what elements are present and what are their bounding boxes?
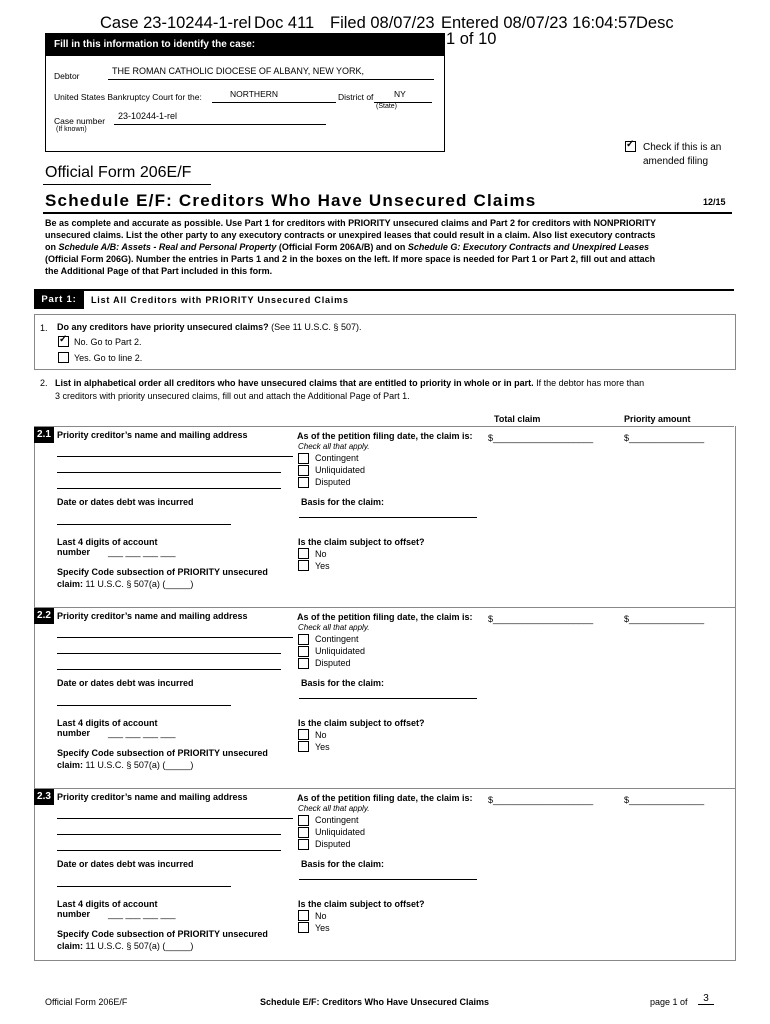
creditor-address-line[interactable]: [57, 488, 281, 489]
last4-digits-field[interactable]: ___ ___ ___ ___: [108, 909, 176, 919]
case-identification-box: [45, 33, 445, 152]
total-claim-field[interactable]: $____________________: [488, 433, 594, 443]
form-title: Official Form 206E/F: [45, 164, 192, 181]
date-incurred-line[interactable]: [57, 705, 231, 706]
priority-amount-field[interactable]: $_______________: [624, 433, 705, 443]
contingent-label: Contingent: [315, 634, 359, 644]
creditor-name-label: Priority creditor’s name and mailing address: [57, 430, 248, 440]
creditor-address-line[interactable]: [57, 456, 293, 457]
creditor-name-label: Priority creditor’s name and mailing address: [57, 611, 248, 621]
form-title-underline: [43, 184, 211, 185]
entry-top-rule: [34, 788, 734, 789]
q1-yes-checkbox[interactable]: [58, 352, 69, 363]
creditor-address-line[interactable]: [57, 818, 293, 819]
offset-label: Is the claim subject to offset?: [298, 899, 425, 909]
contingent-checkbox[interactable]: [298, 815, 309, 826]
stamp-desc: Desc: [636, 14, 674, 32]
date-incurred-label: Date or dates debt was incurred: [57, 859, 194, 869]
code-subsection-field[interactable]: claim: 11 U.S.C. § 507(a) (_____): [57, 760, 194, 770]
if-known-label: (If known): [56, 126, 87, 133]
contingent-checkbox[interactable]: [298, 453, 309, 464]
priority-amount-header: Priority amount: [624, 414, 691, 424]
basis-line[interactable]: [299, 698, 477, 699]
creditor-address-line[interactable]: [57, 472, 281, 473]
contingent-checkbox[interactable]: [298, 634, 309, 645]
intro-line3: on Schedule A/B: Assets - Real and Personal Property (Official Form 206A/B) and on Schedule G: Executory Contracts and Unexpired Leases: [45, 242, 649, 252]
schedule-title: Schedule E/F: Creditors Who Have Unsecured Claims: [45, 191, 537, 210]
footer-schedule-title: Schedule E/F: Creditors Who Have Unsecured Claims: [260, 997, 490, 1007]
entry-number: 2.2: [34, 608, 54, 624]
total-claim-field[interactable]: $____________________: [488, 795, 594, 805]
form-date: 12/15: [703, 197, 726, 207]
creditor-entry: [34, 426, 736, 608]
creditor-address-line[interactable]: [57, 669, 281, 670]
creditor-address-line[interactable]: [57, 850, 281, 851]
contingent-label: Contingent: [315, 453, 359, 463]
q1-number: 1.: [40, 323, 48, 333]
date-incurred-line[interactable]: [57, 524, 231, 525]
case-number-label: Case number: [54, 116, 106, 126]
debtor-name[interactable]: THE ROMAN CATHOLIC DIOCESE OF ALBANY, NEW YORK,: [112, 66, 365, 76]
last4-label: Last 4 digits of account: [57, 537, 158, 547]
offset-yes-label: Yes: [315, 561, 330, 571]
debtor-label: Debtor: [54, 71, 80, 81]
disputed-checkbox[interactable]: [298, 658, 309, 669]
total-claim-header: Total claim: [494, 414, 541, 424]
basis-label: Basis for the claim:: [301, 497, 385, 507]
intro-line4: (Official Form 206G). Number the entries in Parts 1 and 2 in the boxes on the left. If more space is needed for Part 1 or Part 2, fill out and attach: [45, 254, 656, 264]
part1-label: Part 1:: [34, 291, 84, 309]
last4-label-2: number: [57, 728, 91, 738]
q1-yes-label: Yes. Go to line 2.: [74, 353, 143, 363]
offset-yes-label: Yes: [315, 923, 330, 933]
stamp-doc: Doc 411: [254, 14, 315, 32]
basis-line[interactable]: [299, 517, 477, 518]
last4-digits-field[interactable]: ___ ___ ___ ___: [108, 547, 176, 557]
state-value[interactable]: NY: [394, 89, 406, 99]
total-claim-field[interactable]: $____________________: [488, 614, 594, 624]
state-label: (State): [376, 103, 398, 110]
code-subsection-field[interactable]: claim: 11 U.S.C. § 507(a) (_____): [57, 579, 194, 589]
offset-label: Is the claim subject to offset?: [298, 718, 425, 728]
title-rule: [43, 212, 732, 214]
basis-label: Basis for the claim:: [301, 678, 385, 688]
q1-no-checkbox[interactable]: [58, 336, 69, 347]
offset-label: Is the claim subject to offset?: [298, 537, 425, 547]
last4-label: Last 4 digits of account: [57, 718, 158, 728]
last4-label-2: number: [57, 909, 91, 919]
debtor-line: [108, 79, 434, 80]
unliquidated-label: Unliquidated: [315, 646, 366, 656]
q1-no-label: No. Go to Part 2.: [74, 337, 142, 347]
q2-text-line2: 3 creditors with priority unsecured claims, fill out and attach the Additional Page of Part 1.: [55, 391, 410, 401]
unliquidated-label: Unliquidated: [315, 465, 366, 475]
footer-page-total: 3: [698, 993, 714, 1005]
last4-label-2: number: [57, 547, 91, 557]
as-of-label: As of the petition filing date, the claim is:: [297, 431, 473, 441]
amended-line1: Check if this is an: [643, 142, 722, 153]
case-number-line: [114, 124, 326, 125]
entry-top-rule: [34, 607, 734, 608]
unliquidated-checkbox[interactable]: [298, 827, 309, 838]
offset-no-label: No: [315, 730, 327, 740]
unliquidated-checkbox[interactable]: [298, 646, 309, 657]
check-all-label: Check all that apply.: [298, 623, 370, 632]
offset-yes-checkbox[interactable]: [298, 741, 309, 752]
creditor-address-line[interactable]: [57, 637, 293, 638]
offset-no-checkbox[interactable]: [298, 729, 309, 740]
date-incurred-line[interactable]: [57, 886, 231, 887]
entry-number: 2.1: [34, 427, 54, 443]
date-incurred-label: Date or dates debt was incurred: [57, 678, 194, 688]
case-number-value[interactable]: 23-10244-1-rel: [118, 111, 178, 121]
q2-text: List in alphabetical order all creditors who have unsecured claims that are entitled to priority in whole or in part. If the debtor has more than: [55, 378, 645, 388]
code-subsection-label: Specify Code subsection of PRIORITY unsecured: [57, 748, 268, 758]
basis-line[interactable]: [299, 879, 477, 880]
amended-filing-checkbox[interactable]: [625, 141, 636, 152]
footer-page-label: page 1 of: [650, 997, 688, 1007]
intro-line5: the Additional Page of that Part included in this form.: [45, 266, 273, 276]
offset-yes-checkbox[interactable]: [298, 922, 309, 933]
district-value[interactable]: NORTHERN: [230, 89, 279, 99]
amended-line2: amended filing: [643, 156, 709, 167]
disputed-label: Disputed: [315, 658, 351, 668]
disputed-label: Disputed: [315, 839, 351, 849]
unliquidated-checkbox[interactable]: [298, 465, 309, 476]
offset-no-checkbox[interactable]: [298, 910, 309, 921]
as-of-label: As of the petition filing date, the claim is:: [297, 793, 473, 803]
disputed-label: Disputed: [315, 477, 351, 487]
last4-digits-field[interactable]: ___ ___ ___ ___: [108, 728, 176, 738]
entry-top-rule: [34, 426, 734, 427]
code-subsection-label: Specify Code subsection of PRIORITY unsecured: [57, 567, 268, 577]
footer-form-name: Official Form 206E/F: [45, 997, 128, 1007]
intro-line1: Be as complete and accurate as possible. Use Part 1 for creditors with PRIORITY unsecured claims and Part 2 for creditors with NONPRIORITY: [45, 218, 657, 228]
offset-no-checkbox[interactable]: [298, 548, 309, 559]
code-subsection-label: Specify Code subsection of PRIORITY unsecured: [57, 929, 268, 939]
intro-line2: unsecured claims. List the other party to any executory contracts or unexpired leases that could result in a claim. Also list executory contracts: [45, 230, 656, 240]
stamp-page: 1 of 10: [446, 30, 497, 48]
unliquidated-label: Unliquidated: [315, 827, 366, 837]
last4-label: Last 4 digits of account: [57, 899, 158, 909]
priority-amount-field[interactable]: $_______________: [624, 795, 705, 805]
as-of-label: As of the petition filing date, the claim is:: [297, 612, 473, 622]
priority-amount-field[interactable]: $_______________: [624, 614, 705, 624]
stamp-filed: Filed 08/07/23: [330, 14, 435, 32]
part1-title: List All Creditors with PRIORITY Unsecured Claims: [91, 295, 349, 305]
district-line: [212, 102, 336, 103]
offset-yes-label: Yes: [315, 742, 330, 752]
offset-no-label: No: [315, 911, 327, 921]
q1-text: Do any creditors have priority unsecured claims? (See 11 U.S.C. § 507).: [57, 322, 362, 332]
court-label: United States Bankruptcy Court for the:: [54, 92, 202, 102]
creditor-name-label: Priority creditor’s name and mailing address: [57, 792, 248, 802]
district-of-label: District of: [338, 92, 374, 102]
q2-number: 2.: [40, 378, 48, 388]
part1-rule: [34, 289, 734, 291]
basis-label: Basis for the claim:: [301, 859, 385, 869]
creditor-entry: [34, 607, 736, 789]
stamp-case: Case 23-10244-1-rel: [100, 14, 252, 32]
contingent-label: Contingent: [315, 815, 359, 825]
disputed-checkbox[interactable]: [298, 839, 309, 850]
check-all-label: Check all that apply.: [298, 442, 370, 451]
check-all-label: Check all that apply.: [298, 804, 370, 813]
date-incurred-label: Date or dates debt was incurred: [57, 497, 194, 507]
offset-no-label: No: [315, 549, 327, 559]
creditor-entry: [34, 788, 736, 961]
case-id-header: Fill in this information to identify the case:: [46, 34, 444, 56]
creditor-address-line[interactable]: [57, 834, 281, 835]
code-subsection-field[interactable]: claim: 11 U.S.C. § 507(a) (_____): [57, 941, 194, 951]
entry-number: 2.3: [34, 789, 54, 805]
offset-yes-checkbox[interactable]: [298, 560, 309, 571]
creditor-address-line[interactable]: [57, 653, 281, 654]
stamp-entered: Entered 08/07/23 16:04:57: [441, 14, 637, 32]
disputed-checkbox[interactable]: [298, 477, 309, 488]
